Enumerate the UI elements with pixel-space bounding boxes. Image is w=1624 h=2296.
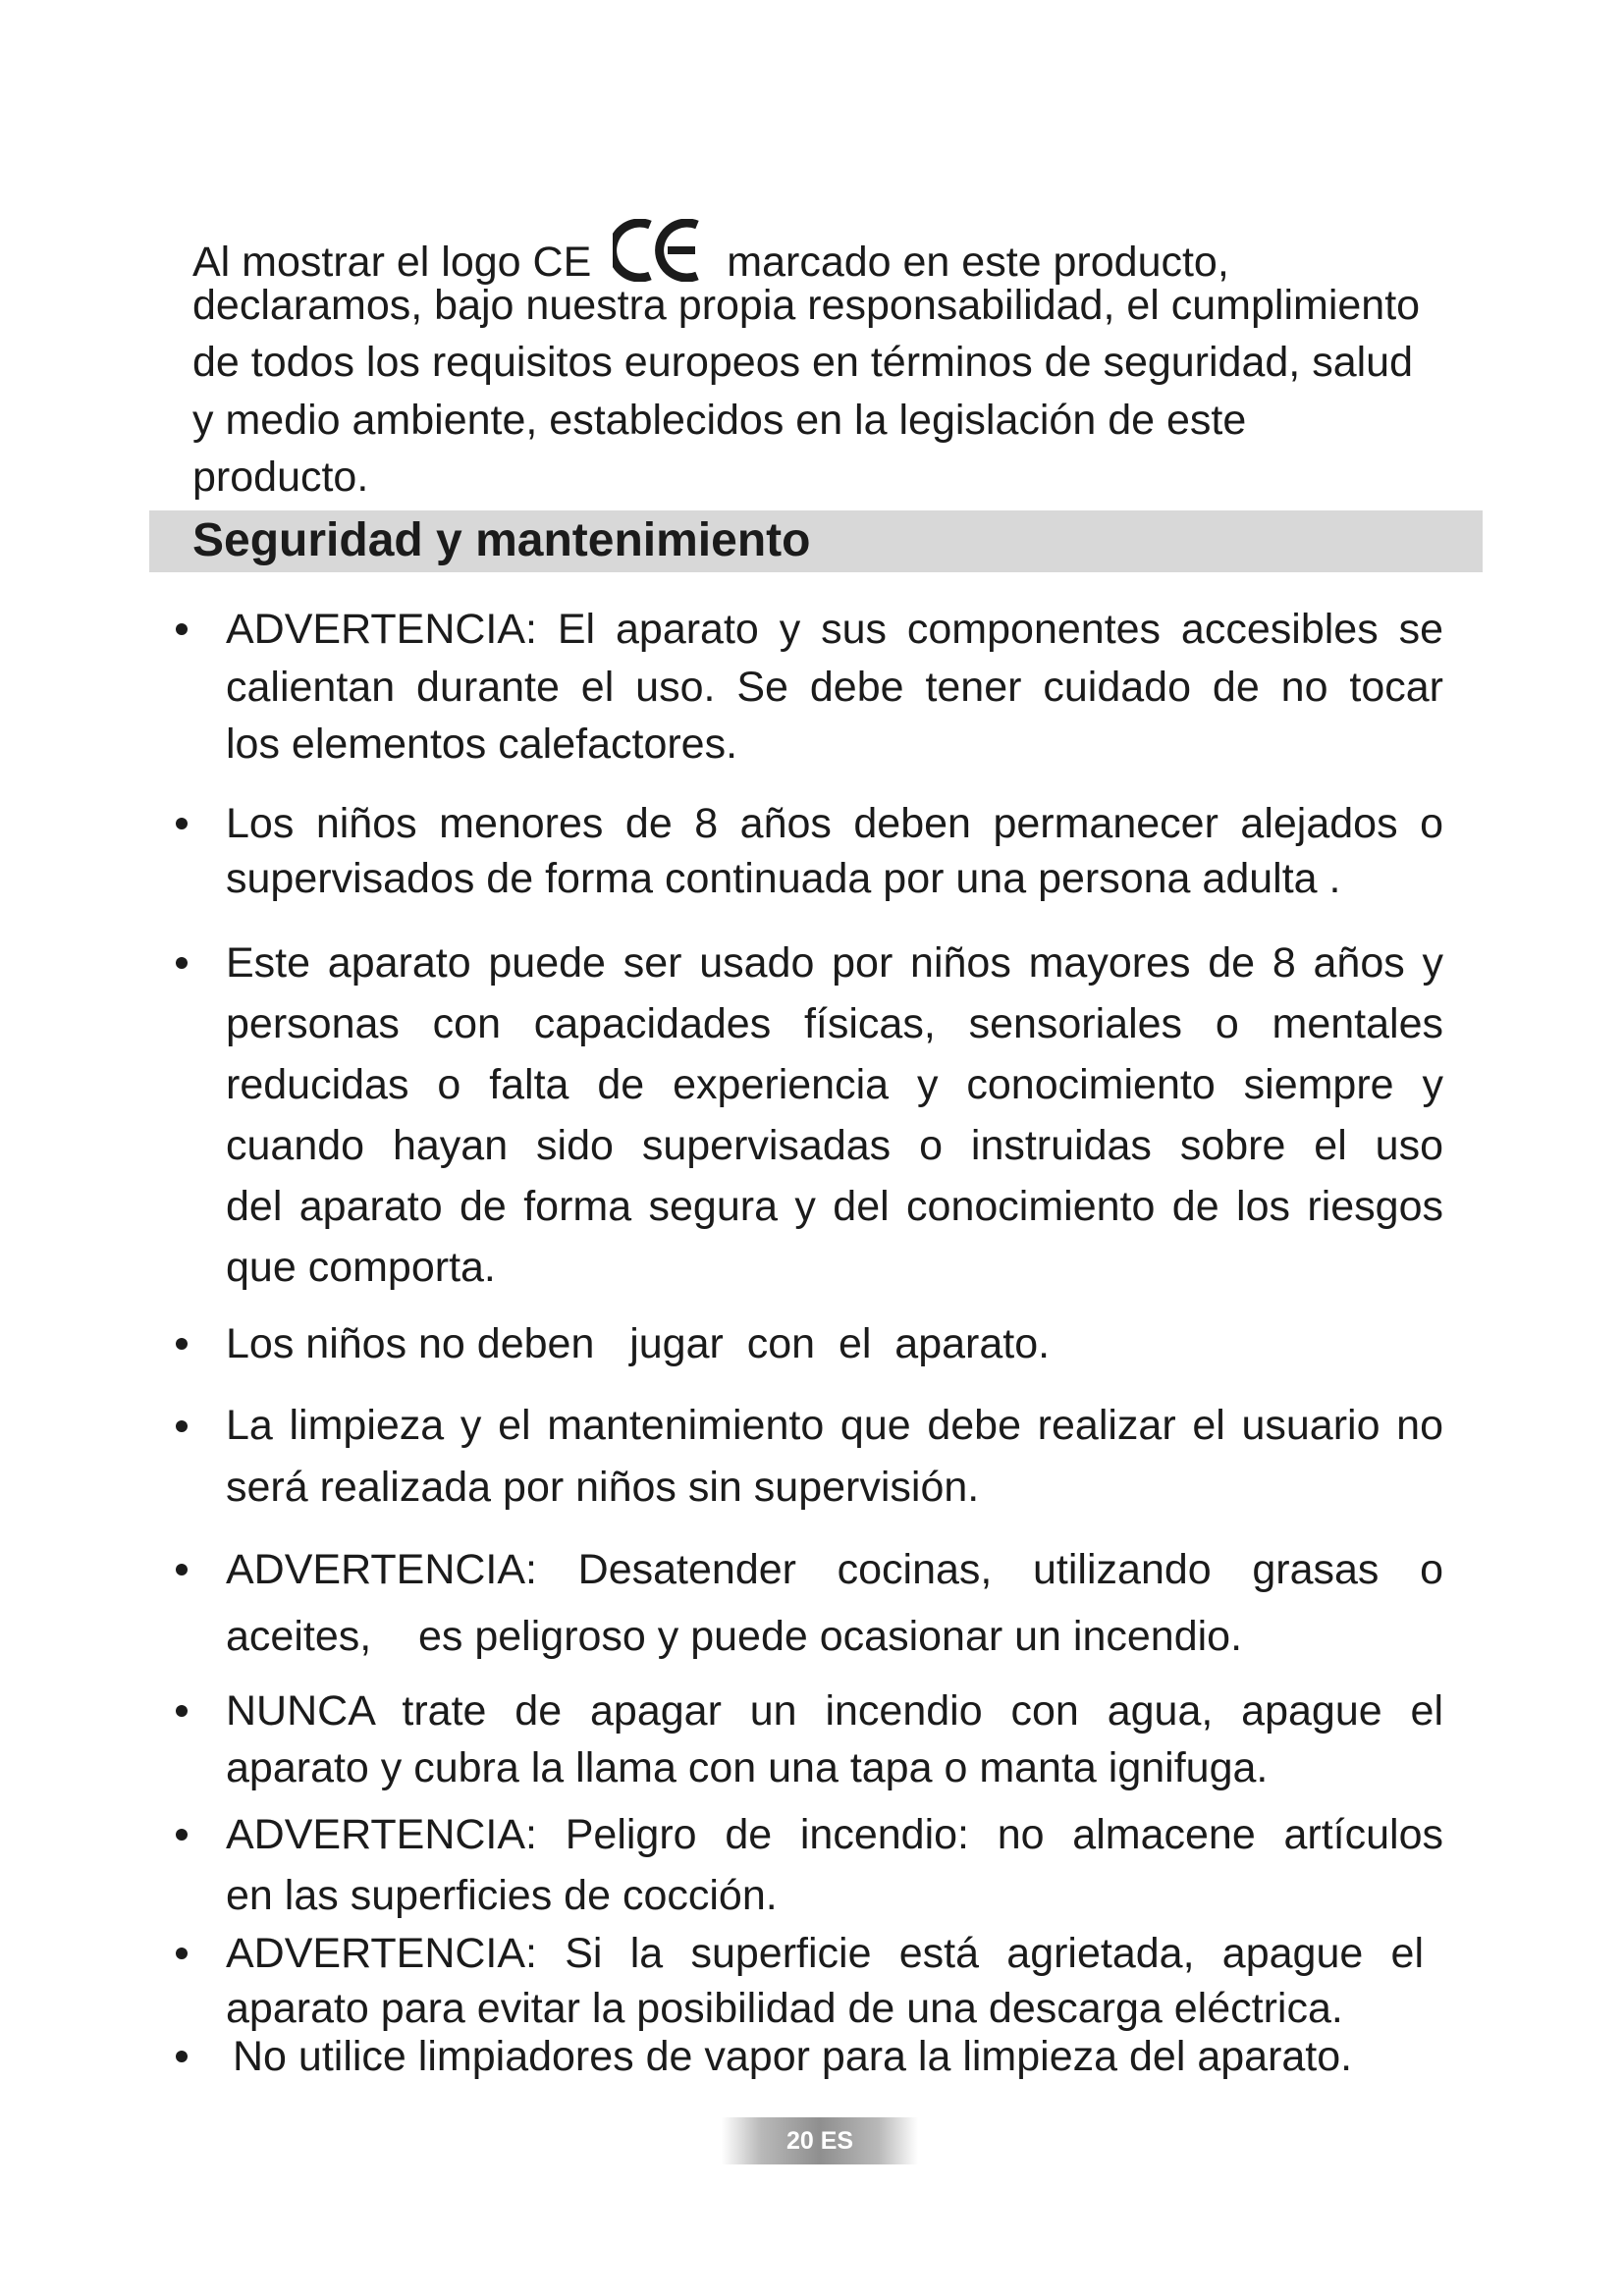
bullet-dot-icon <box>176 1948 188 1959</box>
bullet-line: supervisados de forma continuada por una persona adulta . <box>226 855 1341 902</box>
bullet-item <box>226 1315 1443 1372</box>
bullet-item <box>226 1682 1443 1796</box>
bullet-line: Los niños menores de 8 años deben permanecer alejados o <box>226 800 1443 847</box>
bullet-line: ADVERTENCIA: El aparato y sus componentes accesibles se <box>226 606 1443 653</box>
bullet-item <box>226 601 1443 774</box>
bullet-item <box>233 2028 1450 2085</box>
bullet-line: reducidas o falta de experiencia y conocimiento siempre y <box>226 1061 1443 1108</box>
intro-line: y medio ambiente, establecidos en la legislación de este <box>192 396 1247 444</box>
bullet-line: aparato para evitar la posibilidad de una descarga eléctrica. <box>226 1985 1343 2032</box>
bullet-dot-icon <box>176 1705 188 1717</box>
bullet-dot-icon <box>176 623 188 635</box>
bullet-line: No utilice limpiadores de vapor para la limpieza del aparato. <box>233 2033 1353 2080</box>
bullet-line: ADVERTENCIA: Desatender cocinas, utilizando grasas o <box>226 1546 1443 1593</box>
bullet-item <box>226 1395 1443 1519</box>
bullet-line: Este aparato puede ser usado por niños mayores de 8 años y <box>226 939 1443 987</box>
bullet-line: La limpieza y el mantenimiento que debe realizar el usuario no <box>226 1402 1443 1449</box>
bullet-dot-icon <box>176 957 188 969</box>
bullet-line: NUNCA trate de apagar un incendio con agua, apague el <box>226 1687 1443 1735</box>
bullet-item <box>226 1536 1443 1670</box>
ce-mark-icon <box>613 219 701 282</box>
bullet-line: ADVERTENCIA: Si la superficie está agrietada, apague el <box>226 1930 1424 1977</box>
bullet-dot-icon <box>176 818 188 829</box>
intro-paragraph <box>192 219 1498 507</box>
bullet-item <box>226 933 1443 1298</box>
section-header-bar <box>149 510 1483 572</box>
intro-text: marcado en este producto, <box>727 239 1229 286</box>
bullet-line: en las superficies de cocción. <box>226 1872 778 1919</box>
intro-text: Al mostrar el logo CE <box>192 239 592 286</box>
bullet-line: ADVERTENCIA: Peligro de incendio: no almacene artículos <box>226 1811 1443 1858</box>
bullet-line: cuando hayan sido supervisadas o instruidas sobre el uso <box>226 1122 1443 1169</box>
bullet-line: Los niños no deben jugar con el aparato. <box>226 1320 1051 1367</box>
intro-line: declaramos, bajo nuestra propia responsabilidad, el cumplimiento <box>192 281 1421 329</box>
bullet-line: que comporta. <box>226 1244 496 1291</box>
section-title: Seguridad y mantenimiento <box>192 514 811 566</box>
bullet-dot-icon <box>176 1564 188 1575</box>
intro-line: producto. <box>192 454 369 501</box>
bullet-line: aparato y cubra la llama con una tapa o manta ignifuga. <box>226 1744 1269 1791</box>
bullet-dot-icon <box>176 1829 188 1841</box>
bullet-dot-icon <box>176 2051 188 2062</box>
bullet-item <box>226 1926 1424 2036</box>
bullet-line: aceites, es peligroso y puede ocasionar un incendio. <box>226 1613 1243 1660</box>
bullet-dot-icon <box>176 1420 188 1432</box>
bullet-line: calientan durante el uso. Se debe tener cuidado de no tocar <box>226 663 1443 711</box>
bullet-line: del aparato de forma segura y del conocimiento de los riesgos <box>226 1183 1443 1230</box>
bullet-line: será realizada por niños sin supervisión. <box>226 1464 980 1511</box>
intro-line: de todos los requisitos europeos en términos de seguridad, salud <box>192 339 1413 386</box>
intro-line <box>192 219 1498 286</box>
bullet-item <box>226 796 1443 906</box>
bullet-item <box>226 1804 1443 1926</box>
bullet-line: los elementos calefactores. <box>226 721 738 768</box>
page-number: 20 ES <box>785 2127 854 2155</box>
bullet-dot-icon <box>176 1338 188 1350</box>
page-number-tab <box>722 2117 918 2164</box>
bullet-line: personas con capacidades físicas, sensoriales o mentales <box>226 1000 1443 1047</box>
